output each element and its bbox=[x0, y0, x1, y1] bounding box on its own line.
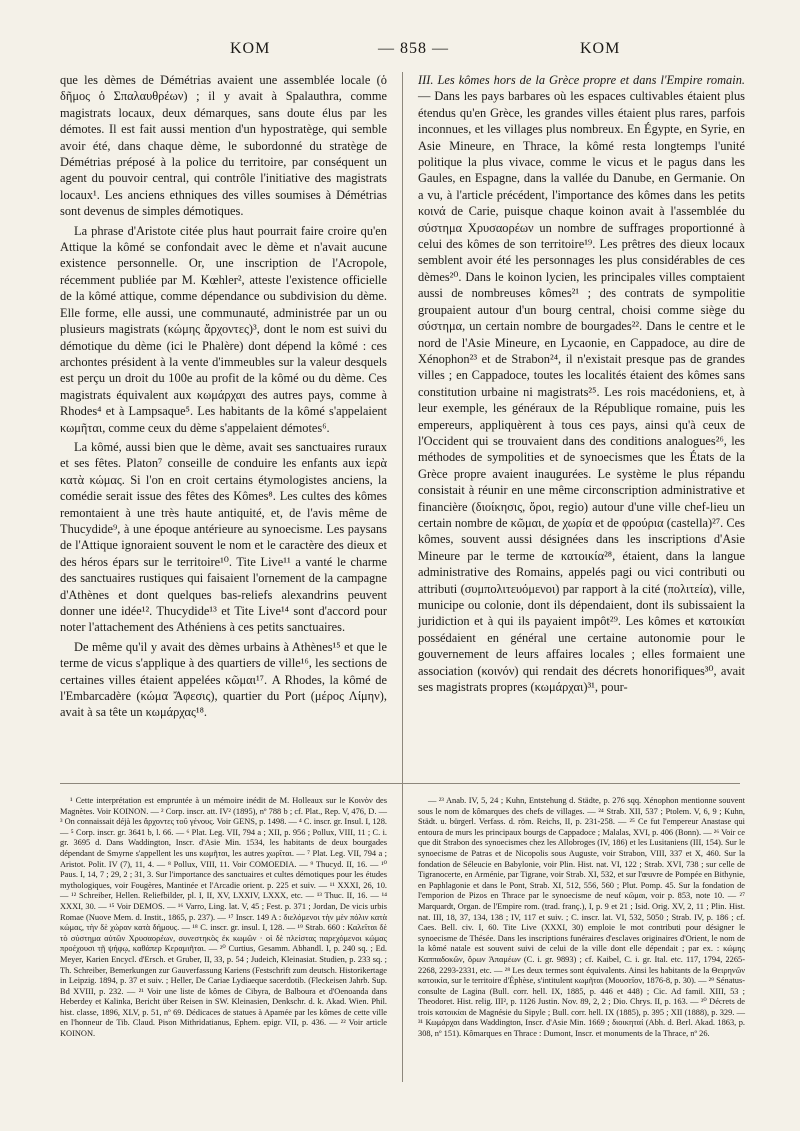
page-number: — 858 — bbox=[378, 40, 449, 57]
footnotes-left-text: ¹ Cette interprétation est empruntée à un mémoire inédit de M. Holleaux sur le Κοινὸν des Magnètes. Voir KOINON. — ² Corp. inscr. att. IV² (1895), nº 788 b ; cf. Plat., Rep. V, 476, D. — ³ On connaissait déjà les ἄρχοντες τοῦ γένους. Voir GENS, p. 1498. — ⁴ C. inscr. gr. Insul. I, 128. — ⁵ Corp. inscr. gr. 3641 b, l. 66. — ⁶ Plat. Leg. VII, 794 a ; XII, p. 956 ; Pollux, VIII, 11 ; C. i. gr. 3695 d. Dans Waddington, Inscr. d'Asie Min. 1534, les habitants de deux bourgades dépendant de Smyrne s'appellent les uns κωμῆται, les autres χωρῖται. — ⁷ Plat. Leg. VII, 794 a ; Aristot. Polit. IV (7), 11, 4. — ⁸ Pollux, VIII, 11. Voir COMOEDIA. — ⁹ Thucyd. II, 16. — ¹⁰ Paus. I, 14, 7 ; 29, 2 ; 31, 3. Sur l'importance des sanctuaires et cultes démotiques pour les études mythologiques, voir Fougères, Mantinée et l'Arcadie orient. p. 225 et suiv. — ¹¹ XXXI, 26, 10. — ¹² Schreiber, Hellen. Reliefbilder, pl. I, II, XV, LXXIV, LXXX, etc. — ¹³ Thuc. II, 16. — ¹⁴ XXXI, 30. — ¹⁵ Voir DEMOS. — ¹⁶ Varro, Ling. lat. V, 45 ; Fest. p. 371 ; Jordan, De vicis urbis Romae (Nuove Mem. d. Instit., 1865, p. 237). — ¹⁷ Inscr. 149 A : διελόμενοι τὴν μὲν πόλιν κατὰ κώμας, τὴν δὲ χώραν κατὰ δήμους. — ¹⁸ C. inscr. gr. insul. I, 128. — ¹⁹ Strab. 660 : Καλεῖται δὲ τὸ σύστημα αὐτῶν Χρυσαορέων, συνεστηκὸς ἐκ κωμῶν · οἱ δὲ πλείστας παρεχόμενοι κώμας προέχουσι τῇ ψήφῳ, καθάπερ Κεραμιῆται. — ²⁰ Curtius, Gesamm. Abhandl. I, p. 240 sq. ; Ed. Meyer, Karien Encycl. d'Ersch. et Gruber, II, 33, p. 54 ; Judeich, Kleinasiat. Studien, p. 233 sq. ; Th. Schreiber, Bemerkungen zur Gauverfassung Kariens (Festschrift zum deutsch. Historikertage in Leipzig. 1894, p. 37 et suiv. ; Heller, De Cariae Lydiaeque sacerdotib. (Fleckeisen Jahrb. Sup. Bd XVIII, p. 232. — ²¹ Voir une liste de kômes de Cibyra, de Balboura et d'Oenoanda dans Heberdey et Kalinka, Bericht über Reisen in SW. Kleinasien, Denkschr. d. k. Akad. Wien. Phil. hist. classe, 1896, XLV, p. 51, nº 69. Dédicaces de statues à Apamée par les kômes de cette ville en l'honneur de Tib. Claud. Pison Mithridatianus, Ephem. epigr. VII, p. 436. — ²² Voir article KOINON. bbox=[60, 796, 387, 1039]
running-head-left: KOM bbox=[230, 40, 271, 57]
footnotes-right-text: — ²³ Anab. IV, 5, 24 ; Kuhn, Entstehung d. Städte, p. 276 sqq. Xénophon mentionne souvent sous le nom de kômarques des chefs de villages. — ²⁴ Strab. XII, 537 ; Ptolem. V, 6, 9 ; Kuhn, Städt. u. bürgerl. Verfass. d. röm. Reichs, II, p. 231-258. — ²⁵ Ce fut l'empereur Anastase qui entoura de murs les principaux bourgs de Cappadoce ; Malalas, XVI, p. 406 (Bonn). — ²⁶ Voir ce que dit Strabon des synoecismes chez les Allobroges (IV, 186) et les Lusitaniens (III, 154). Sur le synoecisme de Patras et de Nicopolis sous Auguste, voir Strabon, VIII, 337 et X, 460. Sur la fondation de Séleucie en Babylonie, voir Plin. Hist. nat. VI, 122 ; Strab. XVI, 738 ; sur celle de Tigranocerte, en Arménie, par Tigrane, voir Strab. XI, 532, et sur l'œuvre de Pompée en Bithynie, en Paphlagonie et dans le Pont, Strab. XI, 512, 556, 560 ; Plut. Pomp. 45. Sur la fondation de l'emporion de Pizos en Thrace par le synoecisme de neuf κῶμαι, voir p. 853, note 10. — ²⁷ Marquardt, Organ. de l'Empire rom. (trad. franç.), I, p. 9 et 21 ; Isid. Orig. XV, 2, 11 ; Plin. Hist. nat. III, 18, 37, 134, 138 ; IV, 117 et suiv. ; C. inscr. lat. VI, 532, 5050 ; Strab. IV, p. 186 ; cf. Caes. Bell. civ. I, 60. Tite Live (XXXI, 30) emploie le mot contributi pour désigner le synoecisme de Thésée. Dans les inscriptions funéraires d'esclaves originaires d'Orient, le nom de la kômé natale est souvent suivi de celui de la ville dont elle dépendait ; par ex. : κώμης Καππαδοκῶν, ὅρων Ἀπαμέων (C. i. gr. 9893) ; cf. Kaibel, C. i. gr. Ital. etc. 117, 1794, 2265-2268, 2293-2331, etc. — ²⁸ Les deux termes sont équivalents. Ainsi les habitants de la Θειρηνῶν κατοικία, sur le territoire d'Éphèse, s'intitulent κωμῆται (Μουσεῖον, 1876-8, p. 30). — ²⁹ Sénatus-consulte de Lagina (Bull. corr. hell. IX, 1885, p. 446 et 448) ; Cic. Ad famil. XIII, 53 ; Theodoret. Hist. relig. III², p. 1126 Justin. Nov. 89, 2, 2 ; Dio. Chrys. II, p. 163. — ³⁰ Décrets de trois κατοικίαι de Magnésie du Sipyle ; Bull. corr. hell. IX (1885), p. 395 ; XII (1888), p. 329. — ³¹ Κωμάρχαι dans Waddington, Inscr. d'Asie Min. 1669 ; διοικηταί (Abh. d. Berl. Akad. 1863, p. 308, nº 151). Kômarques en Thrace : Dumont, Inscr. et monuments de la Thrace, nº 26. bbox=[418, 796, 745, 1039]
left-column bbox=[60, 72, 387, 724]
right-paragraph-1 bbox=[418, 72, 745, 695]
column-divider bbox=[402, 72, 403, 1082]
footnotes-left bbox=[60, 796, 387, 1040]
running-head-right: KOM bbox=[580, 40, 621, 57]
left-paragraph-2: La phrase d'Aristote citée plus haut pourrait faire croire qu'en Attique la kômé se confondait avec le dème et n'avait aucune existence personnelle. Or, une inscription de l'Acropole, récemment publiée par M. Kœhler², atteste l'existence officielle de la kômé attique, comme dépendance ou subdivision du dème. Elle forme, elle aussi, une communauté, administrée par un ou plusieurs magistrats (κώμης ἄρχοντες)³, dont le nom est suivi du démotique du dème (ici le Phalère) dont dépend la kômé : ces archontes président à la vente d'immeubles sur la valeur desquels est perçu un droit du 100e au profit de la kômé ou du dème. Ces magistrats équivalent aux κωμάρχαι des autres pays, comme à Rhodes⁴ et à Lampsaque⁵. Les habitants de la kômé s'appelaient κωμῆται, comme ceux du dème s'appelaient démotes⁶. bbox=[60, 223, 387, 435]
right-column bbox=[418, 72, 745, 698]
running-head bbox=[60, 40, 740, 66]
footnote-divider bbox=[60, 783, 740, 784]
left-paragraph-3: La kômé, aussi bien que le dème, avait ses sanctuaires ruraux et ses fêtes. Platon⁷ conseille de conduire les enfants aux ἱερὰ κατὰ κώμας. Si l'on en croit certains étymologistes anciens, la comédie serait issue des fêtes des Kômes⁸. Les cultes des kômes remontaient à une très haute antiquité, et, de l'avis même de Thucydide⁹, à une époque antérieure au synoecisme. Les paysans de l'Attique ignoraient souvent le nom et le caractère des dieux et des héros épars sur le territoire¹⁰. Tite Live¹¹ a vanté le charme des sanctuaires rustiques qui faisaient l'ornement de la campagne d'Athènes et dont quelques bas-reliefs alexandrins peuvent donner une idée¹². Thucydide¹³ et Tite Live¹⁴ sont d'accord pour noter l'attachement des Athéniens à ces petits sanctuaires. bbox=[60, 439, 387, 635]
footnotes-right bbox=[418, 796, 745, 1040]
section-title: III. Les kômes hors de la Grèce propre et dans l'Empire romain. bbox=[418, 73, 745, 87]
right-paragraph-1-text: — Dans les pays barbares où les espaces cultivables étaient plus étendus qu'en Grèce, les grandes villes étaient plus rares, parfois inconnues, et les villages plus nombreux. En Égypte, en Syrie, en Asie Mineure, en Thrace, la kômé resta longtemps l'unité politique la plus vivace, comme le vicus et le pagus dans les Gaules, en Espagne, dans la vallée du Danube, en Germanie. On a vu, à l'article précédent, l'importance des kômes dans les petits κοινά de Carie, puisque chaque koinon avait à l'assemblée du σύστημα Χρυσαορέων un nombre de suffrages proportionné à celui des kômes de son territoire¹⁹. Les prêtres des dieux locaux semblent avoir été les personnages les plus considérables de ces dèmes²⁰. Dans le koinon lycien, les principales villes comptaient aussi de nombreuses kômes²¹ ; des contrats de sympolitie groupaient autour d'un bourg central, choisi comme siège du σύστημα, un certain nombre de bourgades²². Dans le centre et le nord de l'Asie Mineure, en Lycaonie, en Cappadoce, au dire de Xénophon²³ et de Strabon²⁴, il n'existait presque pas de grandes villes ; en Cappadoce, toutes les localités étaient des kômes sans constitution urbaine ni magistrats²⁵. Les rois macédoniens, et, à leur exemple, les généraux de la République romaine, puis les empereurs, appliquèrent à tous ces pays, ainsi qu'à ceux de l'Occident qui se trouvaient dans des conditions analogues²⁶, les méthodes de sympolities et de synoecismes que les États de la Grèce propre avaient inaugurées. Le système le plus répandu consistait à réunir en une même circonscription administrative et financière (διοίκησις, ὅροι, regio) autour d'une ville chef-lieu un certain nombre de κῶμαι, de χωρία et de φρούρια (castella)²⁷. Ces kômes, souvent aussi désignées dans les inscriptions d'Asie Mineure par le terme de κατοικία²⁸, étaient, dans la langue administrative des Romains, appelés pagi ou vici contributi ou attributi (συμπολιτευόμενοι) par rapport à la cité (πολιτεία), ville, municipe ou colonie, dont ils dépendaient, dont ils subissaient la juridiction et à qui ils payaient impôt²⁹. Les kômes et κατοικίαι possédaient en général une certaine autonomie pour le gouvernement de leurs affaires locales ; elles formaient une association (κοινόν) qui rendait des décrets honorifiques³⁰, avait ses magistrats propres (κωμάρχαι)³¹, pour- bbox=[418, 89, 745, 695]
left-paragraph-4: De même qu'il y avait des dèmes urbains à Athènes¹⁵ et que le terme de vicus s'applique à des quartiers de ville¹⁶, les sections de certaines villes étaient appelées κῶμαι¹⁷. A Rhodes, la kômé de l'Embarcadère (κώμα Ἄφεσις), quartier du Port (μέρος Λίμην), avait à sa tête un κωμάρχας¹⁸. bbox=[60, 639, 387, 720]
left-paragraph-1: que les dèmes de Démétrias avaient une assemblée locale (ὁ δῆμος ὁ Σπαλαυθρέων) ; il y avait à Spalauthra, comme magistrats locaux, deux démarques, sans doute élus par les démotes. Il est fait aussi mention d'un hypostratège, qui semble avoir été, dans chaque dème, le subordonné du stratège de Démétrias préposé à la police du territoire, par conséquent un agent du pouvoir central, qui contrôle l'initiative des magistrats locaux¹. Les anciens ethniques des villes soumises à Démétrias sont devenus de simples démotiques. bbox=[60, 73, 387, 219]
